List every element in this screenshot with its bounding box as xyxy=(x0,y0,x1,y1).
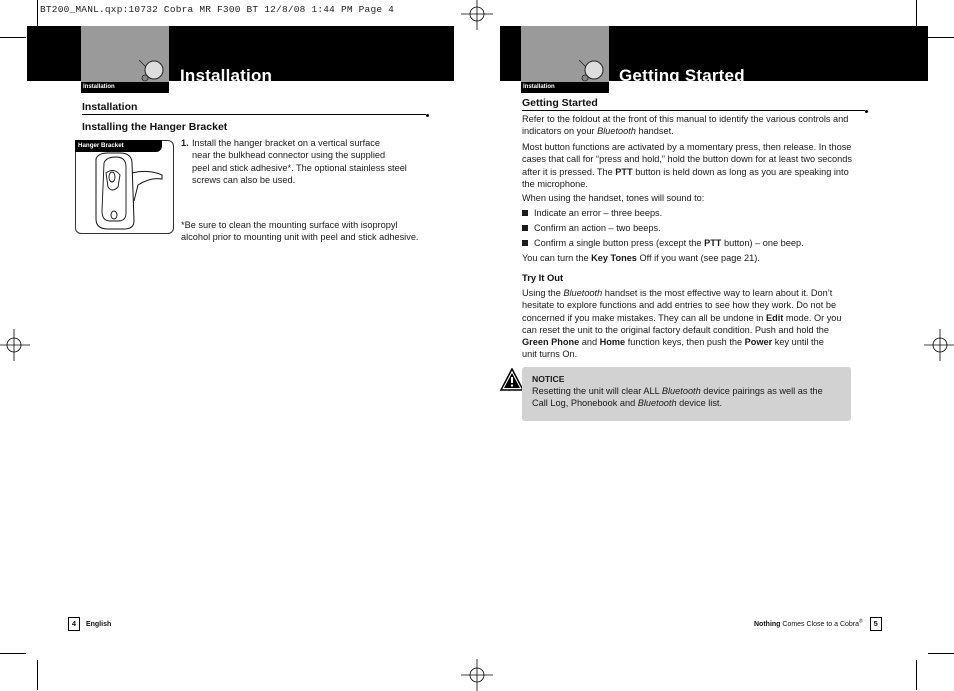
try-it-out-paragraph xyxy=(522,287,872,361)
try-line: Using the Bluetooth handset is the most effective way to learn about it. Don’t xyxy=(522,288,833,298)
crop-mark xyxy=(37,0,38,26)
tones-intro: When using the handset, tones will sound to: xyxy=(522,193,705,203)
notice-box xyxy=(522,367,851,421)
left-section-heading-text: Installation xyxy=(82,101,138,113)
bullet-press-tone: Confirm a single button press (except the PTT button) – one beep. xyxy=(522,237,804,249)
try-line: hesitate to explore functions and add entries to see how they work. Do not be xyxy=(522,300,837,311)
press-line: Most button functions are activated by a momentary press, then release. In those xyxy=(522,142,852,152)
left-footer xyxy=(68,617,111,631)
notice-heading: NOTICE xyxy=(532,374,565,384)
bullet-square-icon xyxy=(522,210,528,216)
bullet-error-tone: Indicate an error – three beeps. xyxy=(522,207,662,219)
notice-line: Call Log, Phonebook and Bluetooth device list. xyxy=(532,398,723,409)
registration-mark-icon xyxy=(461,0,493,30)
intro-line: indicators on your Bluetooth handset. xyxy=(522,126,674,137)
intro-line: Refer to the foldout at the front of this manual to identify the various controls and xyxy=(522,114,849,124)
footer-tagline-bold: Nothing xyxy=(754,621,781,628)
crop-mark xyxy=(37,660,38,690)
left-page-number: 4 xyxy=(68,617,80,631)
left-section-heading xyxy=(82,101,426,115)
crop-mark xyxy=(928,653,954,654)
crop-mark xyxy=(916,0,917,26)
try-line: Green Phone and Home function keys, then push the Power key until the xyxy=(522,337,824,348)
crop-mark xyxy=(0,37,26,38)
microphone-icon xyxy=(137,58,167,84)
registered-mark: ® xyxy=(859,618,863,625)
microphone-icon xyxy=(577,58,607,84)
adhesive-note xyxy=(181,219,441,244)
registration-mark-icon xyxy=(0,329,30,361)
registration-mark-icon xyxy=(461,659,493,691)
right-page-title: Getting Started xyxy=(619,66,745,85)
install-step-line: peel and stick adhesive*. The optional stainless steel xyxy=(192,162,407,173)
try-line: concerned if you make mistakes. They can all be undone in Edit mode. Or you xyxy=(522,312,842,323)
try-line: unit turns On. xyxy=(522,349,578,360)
bullet-square-icon xyxy=(522,240,528,246)
adhesive-note-line: *Be sure to clean the mounting surface with isopropyl xyxy=(181,220,398,230)
key-tones-line: You can turn the Key Tones Off if you want (see page 21). xyxy=(522,253,760,263)
hanger-bracket-figure xyxy=(75,140,174,234)
hanger-bracket-illustration-icon xyxy=(76,141,173,233)
crop-mark xyxy=(0,653,26,654)
left-tab-label: Installation xyxy=(81,82,169,93)
install-step-line: screws can also be used. xyxy=(192,174,296,185)
press-line: the microphone. xyxy=(522,178,588,189)
left-footer-language: English xyxy=(85,621,112,628)
install-step-line: Install the hanger bracket on a vertical surface xyxy=(192,138,380,148)
notice-line: Resetting the unit will clear ALL Bluetooth device pairings as well as the xyxy=(532,386,823,396)
try-it-out-heading: Try It Out xyxy=(522,272,564,283)
right-section-heading xyxy=(522,97,865,111)
adhesive-note-line: alcohol prior to mounting unit with peel and stick adhesive. xyxy=(181,232,419,243)
press-line: cases that call for “press and hold,” hold the button down for at least two seconds xyxy=(522,154,852,165)
warning-triangle-icon xyxy=(500,368,524,392)
install-step-text xyxy=(192,137,432,186)
right-footer xyxy=(754,617,882,631)
hanger-bracket-figure-label: Hanger Bracket xyxy=(75,140,162,152)
crop-mark xyxy=(916,660,917,690)
right-section-tab xyxy=(521,26,609,93)
registration-mark-icon xyxy=(924,329,954,361)
intro-paragraph xyxy=(522,113,867,138)
notice-text xyxy=(532,385,847,410)
right-page-number: 5 xyxy=(870,617,882,631)
try-line: can reset the unit to the original factory default condition. Push and hold the xyxy=(522,324,829,335)
footer-tagline: Comes Close to a Cobra xyxy=(780,621,860,628)
install-step-number: 1. xyxy=(181,138,189,148)
right-section-heading-text: Getting Started xyxy=(522,97,598,109)
press-and-hold-paragraph xyxy=(522,141,867,190)
bullet-square-icon xyxy=(522,225,528,231)
right-tab-label: Installation xyxy=(521,82,609,93)
bullet-action-tone: Confirm an action – two beeps. xyxy=(522,222,661,234)
left-section-tab xyxy=(81,26,169,93)
install-step-line: near the bulkhead connector using the supplied xyxy=(192,150,386,161)
press-line: after it is pressed. The PTT button is held down as long as you are speaking into xyxy=(522,166,849,177)
print-slug: BT200_MANL.qxp:10732 Cobra MR F300 BT 12/8/08 1:44 PM Page 4 xyxy=(40,4,395,15)
crop-mark xyxy=(928,37,954,38)
left-page-title: Installation xyxy=(180,66,273,85)
hanger-bracket-subheading: Installing the Hanger Bracket xyxy=(82,121,228,133)
